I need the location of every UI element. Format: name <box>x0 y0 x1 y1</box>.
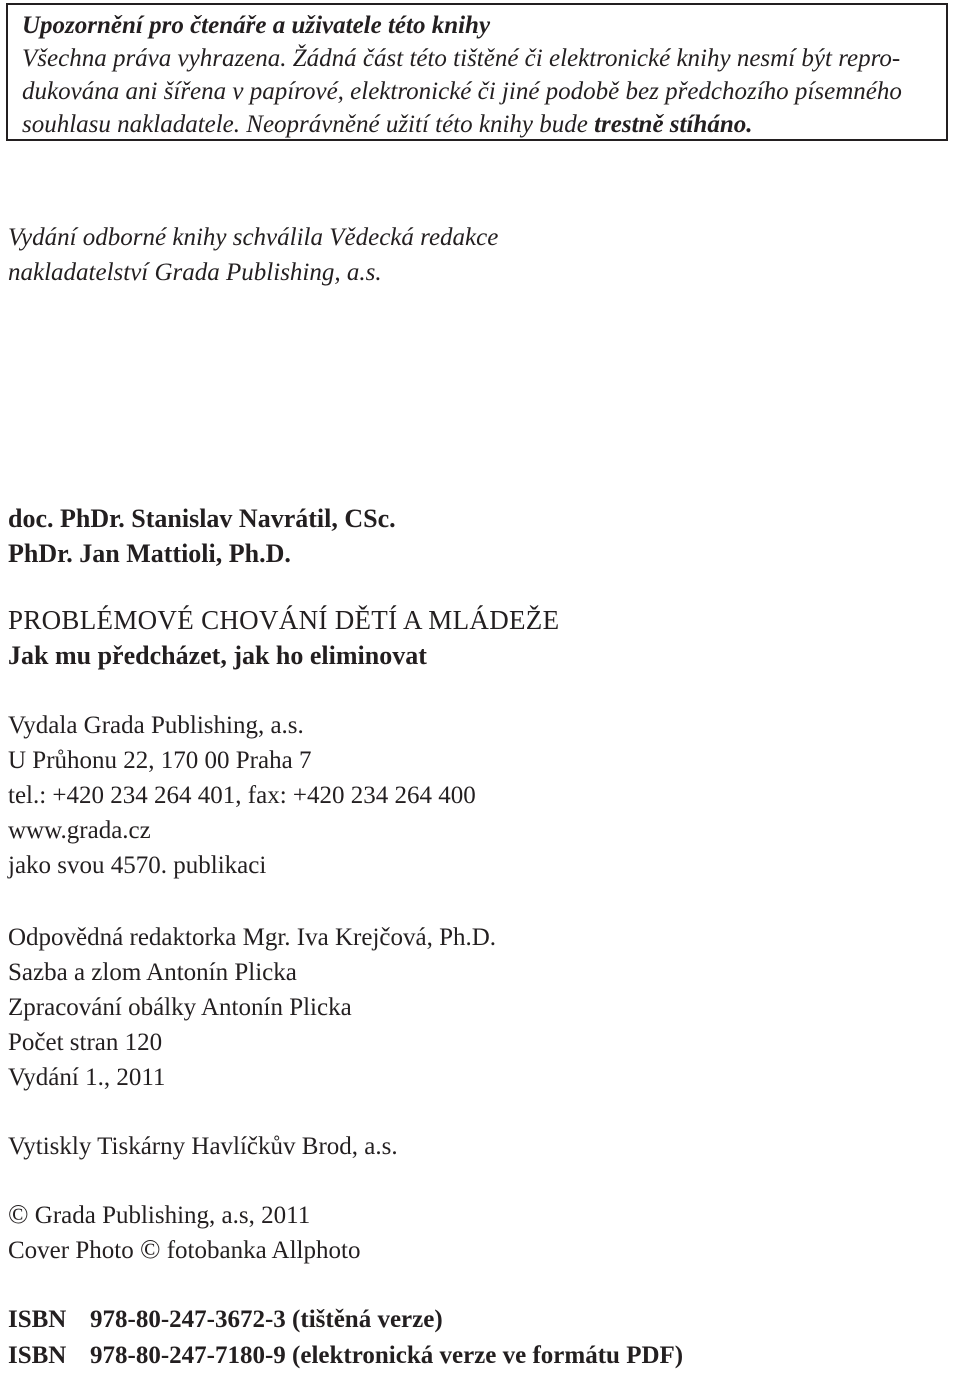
author-name: PhDr. Jan Mattioli, Ph.D. <box>8 539 291 568</box>
isbn-block <box>8 1302 683 1374</box>
approval-line: nakladatelství Grada Publishing, a.s. <box>8 259 382 286</box>
copyright-notice-box <box>6 3 948 141</box>
isbn-label: ISBN <box>8 1342 67 1369</box>
isbn-label: ISBN <box>8 1306 67 1333</box>
publisher-address: U Průhonu 22, 170 00 Praha 7 <box>8 747 312 774</box>
credit-line: Zpracování obálky Antonín Plicka <box>8 994 352 1021</box>
publisher-info <box>8 708 476 883</box>
author-name: doc. PhDr. Stanislav Navrátil, CSc. <box>8 504 396 533</box>
cover-photo-label: Cover Photo <box>8 1237 140 1264</box>
credits <box>8 920 496 1095</box>
authors <box>8 501 396 571</box>
copyright-icon: © <box>8 1199 29 1229</box>
credit-line: Sazba a zlom Antonín Plicka <box>8 959 297 986</box>
book-title-block <box>8 603 559 673</box>
copyright-line <box>8 1198 360 1233</box>
credit-line: Vydání 1., 2011 <box>8 1064 166 1091</box>
cover-photo-line <box>8 1233 360 1268</box>
isbn-value: 978-80-247-7180-9 (elektronická verze ve formátu PDF) <box>90 1342 684 1369</box>
notice-text-body: Všechna práva vyhrazena. Žádná část této tištěné či elektronické knihy nesmí být repro-dukována ani šířena v papírové, elektronické či jiné podobě bez předchozího písemného souhlasu nakladatele. Neoprávněné užití této knihy bude <box>22 45 902 138</box>
publisher-phone: tel.: +420 234 264 401, fax: +420 234 264 400 <box>8 782 476 809</box>
book-subtitle: Jak mu předcházet, jak ho eliminovat <box>8 641 427 670</box>
copyright-icon: © <box>139 1234 161 1264</box>
cover-photo-source: fotobanka Allphoto <box>160 1237 361 1264</box>
copyright-lines <box>8 1198 360 1268</box>
publisher-line: Vydala Grada Publishing, a.s. <box>8 712 304 739</box>
printer-info: Vytiskly Tiskárny Havlíčkův Brod, a.s. <box>8 1133 398 1160</box>
publication-number: jako svou 4570. publikaci <box>8 852 267 879</box>
copyright-holder: Grada Publishing, a.s, 2011 <box>28 1202 311 1229</box>
isbn-line <box>8 1302 683 1338</box>
isbn-value: 978-80-247-3672-3 (tištěná verze) <box>90 1306 443 1333</box>
credit-line: Odpovědná redaktorka Mgr. Iva Krejčová, Ph.D. <box>8 924 497 951</box>
notice-title: Upozornění pro čtenáře a uživatele této knihy <box>22 12 491 39</box>
isbn-line <box>8 1338 683 1374</box>
book-title: PROBLÉMOVÉ CHOVÁNÍ DĚTÍ A MLÁDEŽE <box>8 605 560 635</box>
approval-line: Vydání odborné knihy schválila Vědecká redakce <box>8 224 499 251</box>
publisher-website: www.grada.cz <box>8 817 151 844</box>
approval-statement <box>8 220 498 290</box>
notice-text <box>22 42 946 141</box>
credit-line: Počet stran 120 <box>8 1029 163 1056</box>
notice-text-emphasis: trestně stíháno. <box>594 111 753 138</box>
